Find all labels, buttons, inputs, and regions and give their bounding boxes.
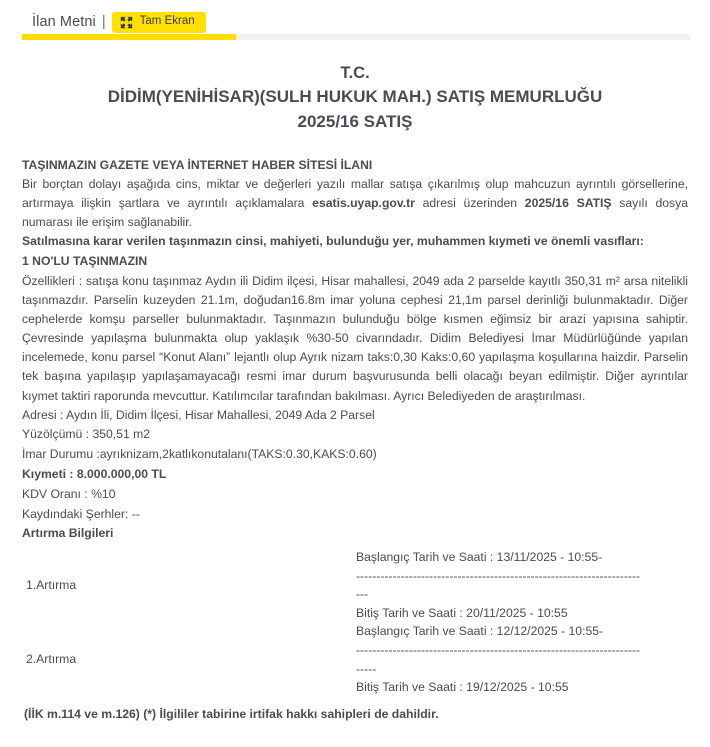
expand-arrows-icon	[120, 16, 133, 29]
auction-1-start: Başlangıç Tarih ve Saati : 13/11/2025 - 10:55-	[356, 550, 603, 565]
detail-zoning: İmar Durumu :ayrıknizam,2katlıkonutalanı(TAKS:0.30,KAKS:0.60)	[22, 447, 377, 462]
file-number-text: 2025/16 SATIŞ	[524, 195, 612, 210]
esatis-link-text: esatis.uyap.gov.tr	[312, 195, 415, 210]
auction-info-heading: Artırma Bilgileri	[22, 526, 114, 541]
footnote: (İİK m.114 ve m.126) (*) İlgililer tabirine irtifak hakkı sahipleri de dahildir.	[24, 706, 439, 721]
property-description: Özellikleri : satışa konu taşınmaz Aydın ili Didim ilçesi, Hisar mahallesi, 2049 ada 2 parselde kayıtlı 350,31 m² arsa nitelikli taşınmazdır. Parselin kuzeyden 21.1m, doğudan16.8m imar yoluna cephesi 21,1m parsel derinliği bulunmaktadır. Diğer cephelerde komşu parseller bulunmaktadır. Taşınmazın bulunduğu bölge kısmen eğimsiz bir arazi yapısına sahiptir. Çevresinde yapılaşma bulunmakta olup yaklaşık %30-50 civarındadır. Didim Belediyesi İmar Müdürlüğünde yapılan incelemede, konu parsel “Konut Alanı” lejantlı olup Ayrık nizam taks:0,30 Kaks:0,60 yapılaşma koşullarına haizdir. Parselin tek başına yapılaşıp yapılaşamayacağı resmi imar durum başvurusunda belli olacağı beyan edilmiştir. Diğer ayrıntılar kıymet taktiri raporunda mevcuttur. Katılımcılar tarafından bakılması. Ayrıcı Belediyeden de araştırılması.	[22, 273, 688, 403]
document-body	[0, 38, 710, 724]
sale-decision-line: Satılmasına karar verilen taşınmazın cinsi, mahiyeti, bulunduğu yer, muhammen kıymeti ve önemli vasıfları:	[22, 234, 644, 249]
section-heading: TAŞINMAZIN GAZETE VEYA İNTERNET HABER SİTESİ İLANI	[22, 157, 373, 172]
intro-part1: Bir borçtan dolayı aşağıda cins, miktar ve değerleri yazılı mallar satışa çıkarılmış olup mahcuzun ayrıntılı görsellerine, artırmaya ilişkin şartlara ve ayrıntılı açıklamalara	[22, 176, 688, 210]
auction-1-label: 1.Artırma	[26, 577, 77, 592]
intro-part2: adresi üzerinden	[414, 195, 525, 210]
document-title	[22, 62, 688, 134]
detail-vat-rate: KDV Oranı : %10	[22, 486, 116, 501]
intro-part3: sayılı dosya numarası ile erişim sağlanabilir.	[22, 195, 688, 229]
auction-2-dashes-wrap: -----	[356, 661, 377, 676]
auction-table	[22, 548, 688, 697]
document-title-line2: DİDİM(YENİHİSAR)(SULH HUKUK MAH.) SATIŞ MEMURLUĞU	[107, 87, 603, 107]
document-title-line3: 2025/16 SATIŞ	[297, 111, 413, 131]
progress-fill	[22, 34, 236, 40]
auction-1-end: Bitiş Tarih ve Saati : 20/11/2025 - 10:55	[356, 605, 568, 620]
document-title-line1: T.C.	[340, 64, 370, 82]
detail-area: Yüzölçümü : 350,51 m2	[22, 427, 151, 442]
table-row	[22, 548, 688, 622]
fullscreen-button[interactable]	[112, 12, 206, 33]
auction-2-end: Bitiş Tarih ve Saati : 19/12/2025 - 10:55	[356, 679, 569, 694]
fullscreen-button-label: Tam Ekran	[139, 15, 195, 28]
table-row	[22, 622, 688, 696]
detail-value: Kıymeti : 8.000.000,00 TL	[22, 466, 167, 481]
auction-2-dashes: ----------------------------------------------------------------------	[356, 643, 641, 658]
property-label: 1 NO'LU TAŞINMAZIN	[22, 253, 148, 268]
intro-paragraph	[22, 175, 688, 232]
title-separator: |	[101, 14, 106, 30]
detail-annotations: Kaydındaki Şerhler: --	[22, 506, 140, 521]
topbar	[0, 0, 710, 38]
auction-1-dashes-wrap: ---	[356, 587, 369, 602]
auction-1-details	[356, 548, 688, 622]
auction-2-start: Başlangıç Tarih ve Saati : 12/12/2025 - 10:55-	[356, 624, 604, 639]
auction-2-label: 2.Artırma	[26, 652, 77, 667]
progress-track	[22, 34, 690, 40]
auction-1-dashes: ----------------------------------------------------------------------	[356, 568, 641, 583]
page-title: İlan Metni	[32, 14, 96, 30]
detail-address: Adresi : Aydın İli, Didim İlçesi, Hisar Mahallesi, 2049 Ada 2 Parsel	[22, 407, 375, 422]
auction-2-details	[356, 622, 688, 696]
